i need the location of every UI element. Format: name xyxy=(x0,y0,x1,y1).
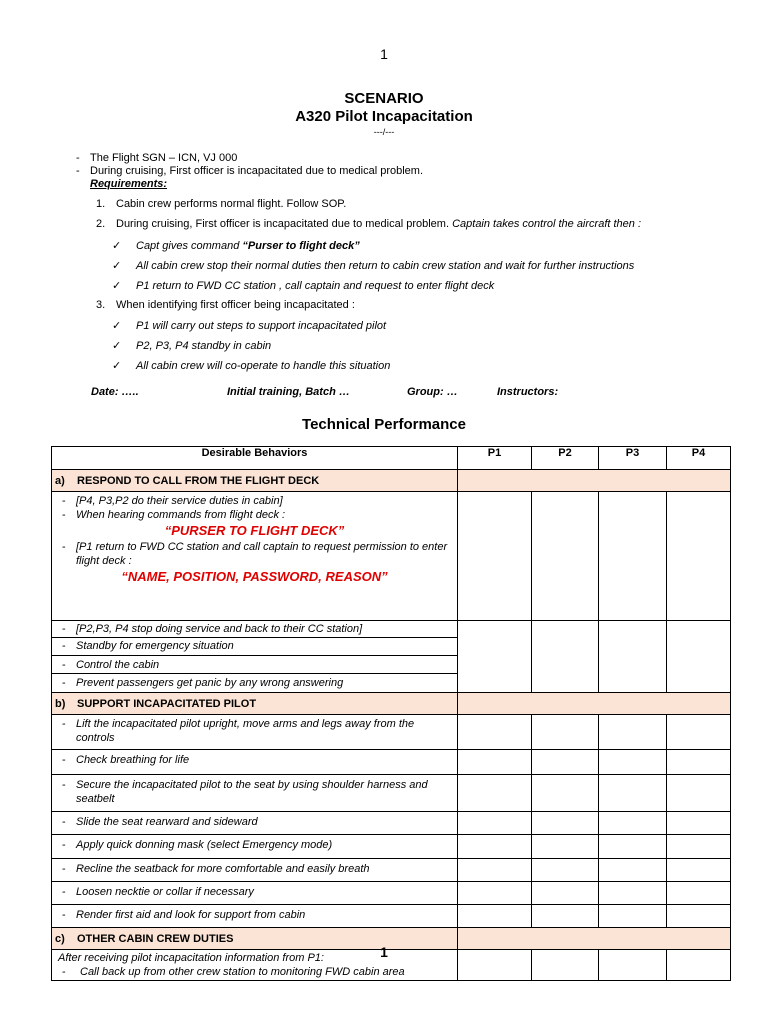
section-title: Technical Performance xyxy=(302,416,466,433)
table-row: - Recline the seatback for more comfortable and easily breath xyxy=(52,859,731,882)
col-p2: P2 xyxy=(532,447,599,470)
page-number-bottom: 1 xyxy=(380,944,388,960)
col-p1: P1 xyxy=(458,447,532,470)
col-p3: P3 xyxy=(599,447,667,470)
table-row: - Apply quick donning mask (select Emergency mode) xyxy=(52,835,731,859)
table-row: After receiving pilot incapacitation information from P1: - Call back up from other crew station to monitoring FWD cabin area xyxy=(52,950,731,981)
table-row: - Secure the incapacitated pilot to the seat by using shoulder harness and seatbelt xyxy=(52,775,731,812)
page-number-top: 1 xyxy=(380,46,388,62)
section-heading: SUPPORT INCAPACITATED PILOT xyxy=(77,697,257,710)
score-cell[interactable] xyxy=(667,621,731,693)
date-field: Date: ….. xyxy=(91,386,139,398)
section-row: b) SUPPORT INCAPACITATED PILOT xyxy=(52,693,731,715)
score-cell[interactable] xyxy=(458,621,532,693)
check-item: ✓ All cabin crew stop their normal duties then return to cabin crew station and wait for further instructions xyxy=(112,260,635,272)
section-row: a) RESPOND TO CALL FROM THE FLIGHT DECK xyxy=(52,470,731,492)
score-cell[interactable] xyxy=(667,492,731,621)
instructors-field: Instructors: xyxy=(497,386,559,398)
table-row: - Lift the incapacitated pilot upright, move arms and legs away from the controls xyxy=(52,715,731,750)
section-row: c) OTHER CABIN CREW DUTIES xyxy=(52,928,731,950)
doc-subtitle: A320 Pilot Incapacitation xyxy=(295,108,473,125)
table-row: - Slide the seat rearward and sideward xyxy=(52,812,731,835)
score-cell[interactable] xyxy=(458,492,532,621)
command-text: “NAME, POSITION, PASSWORD, REASON” xyxy=(121,569,388,584)
requirement-3: 3. When identifying first officer being incapacitated : xyxy=(96,299,355,311)
separator: ---/--- xyxy=(373,127,395,137)
intro-line: - During cruising, First officer is incapacitated due to medical problem. xyxy=(76,165,424,177)
command-text: “PURSER TO FLIGHT DECK” xyxy=(164,523,345,538)
table-row: - Check breathing for life xyxy=(52,750,731,775)
check-item: ✓ P2, P3, P4 standby in cabin xyxy=(112,340,272,352)
score-cell[interactable] xyxy=(599,621,667,693)
col-p4: P4 xyxy=(667,447,731,470)
check-item: ✓ P1 return to FWD CC station , call captain and request to enter flight deck xyxy=(112,280,495,292)
training-field: Initial training, Batch … xyxy=(227,386,350,398)
check-icon: ✓ xyxy=(112,280,122,292)
table-row: - Render first aid and look for support from cabin xyxy=(52,905,731,928)
section-heading: OTHER CABIN CREW DUTIES xyxy=(77,932,234,945)
intro-line: - The Flight SGN – ICN, VJ 000 xyxy=(76,152,238,164)
check-icon: ✓ xyxy=(112,260,122,272)
check-icon: ✓ xyxy=(112,340,122,352)
score-cell[interactable] xyxy=(599,492,667,621)
check-item: ✓ Capt gives command “Purser to flight deck” xyxy=(112,240,360,252)
requirement-1: 1. Cabin crew performs normal flight. Follow SOP. xyxy=(96,198,347,210)
doc-title: SCENARIO xyxy=(344,90,424,107)
check-icon: ✓ xyxy=(112,360,122,372)
check-item: ✓ All cabin crew will co-operate to handle this situation xyxy=(112,360,391,372)
score-cell[interactable] xyxy=(532,621,599,693)
table-row: - [P4, P3,P2 do their service duties in cabin] - When hearing commands from flight deck : “PURSER TO FLIGHT DECK” - [P1 return to FWD CC station and call captain to request permission to enter flight deck : “NAME, POSITION, PASSWORD, REASON” xyxy=(52,492,731,621)
table-row: - [P2,P3, P4 stop doing service and back to their CC station] - Standby for emergency situation - Control the cabin - Prevent passengers get panic by any wrong answering xyxy=(52,621,731,693)
check-item: ✓ P1 will carry out steps to support incapacitated pilot xyxy=(112,320,387,332)
table-row: - Loosen necktie or collar if necessary xyxy=(52,882,731,905)
group-field: Group: … xyxy=(407,386,458,398)
table-header: Desirable Behaviors xyxy=(52,447,458,470)
check-icon: ✓ xyxy=(112,320,122,332)
score-cell[interactable] xyxy=(532,492,599,621)
check-icon: ✓ xyxy=(112,240,122,252)
evaluation-table xyxy=(51,446,731,981)
requirement-2: 2. During cruising, First officer is incapacitated due to medical problem. Captain takes control the aircraft then : xyxy=(96,218,642,230)
requirements-label: Requirements: xyxy=(90,178,168,190)
section-heading: RESPOND TO CALL FROM THE FLIGHT DECK xyxy=(77,474,320,487)
